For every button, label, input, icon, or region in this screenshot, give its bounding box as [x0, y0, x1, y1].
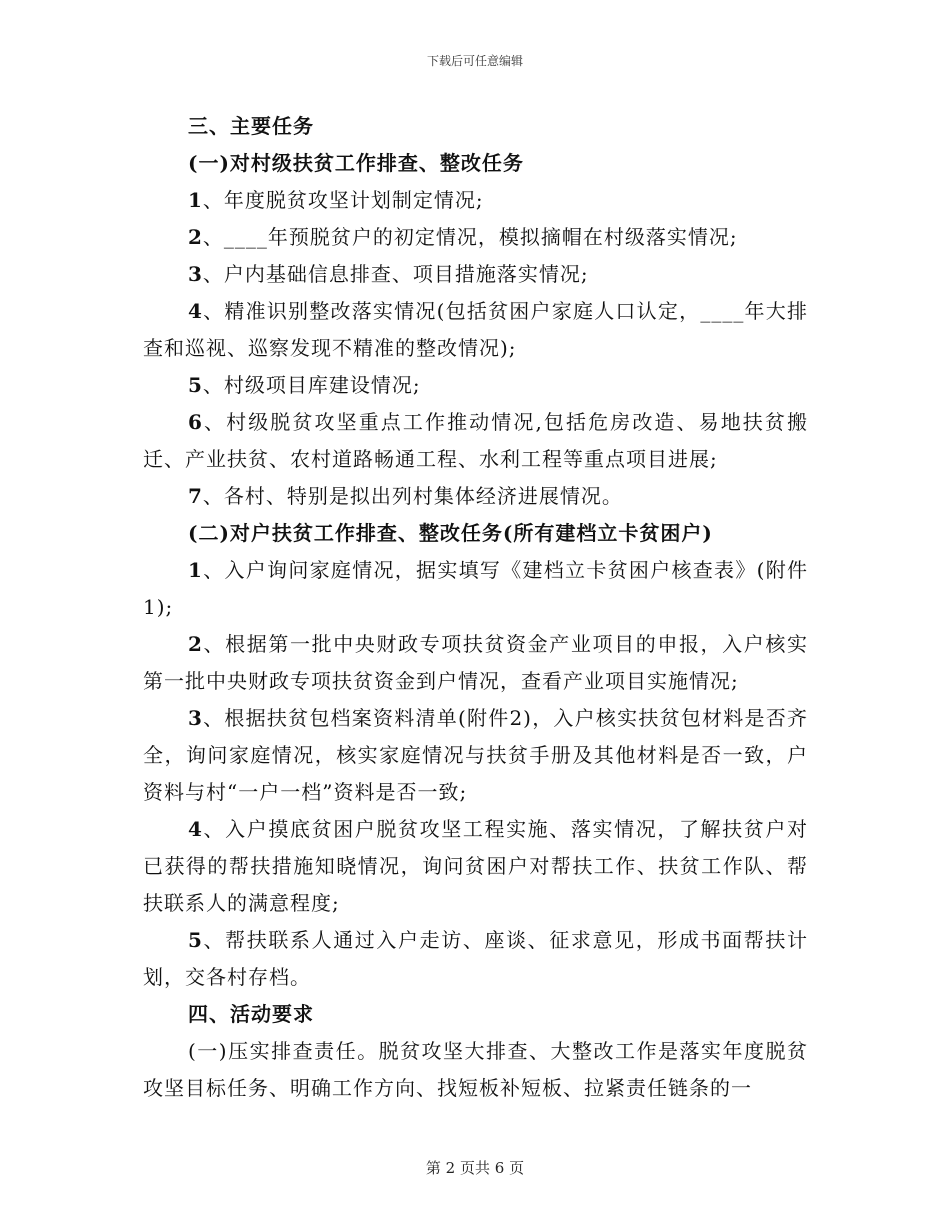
- section-heading: [143, 108, 808, 145]
- paragraph-text: (一)对村级扶贫工作排查、整改任务: [188, 151, 524, 175]
- page-footer: 第 2 页共 6 页: [425, 1159, 525, 1177]
- section-heading: [143, 145, 808, 182]
- paragraph: [143, 256, 808, 293]
- item-number: 4: [188, 817, 203, 841]
- item-number: 2: [188, 632, 203, 656]
- paragraph: [143, 811, 808, 922]
- item-number: 5: [188, 928, 203, 952]
- paragraph: [143, 182, 808, 219]
- paragraph: [143, 700, 808, 811]
- paragraph-text: 、根据扶贫包档案资料清单(附件2)，入户核实扶贫包材料是否齐全，询问家庭情况，核实家庭情况与扶贫手册及其他材料是否一致，户资料与村“一户一档”资料是否一致;: [143, 706, 808, 804]
- item-number: 7: [188, 484, 203, 508]
- paragraph: [143, 478, 808, 515]
- page-header: 下载后可任意编辑: [426, 54, 523, 68]
- paragraph-text: (一)压实排查责任。脱贫攻坚大排查、大整改工作是落实年度脱贫攻坚目标任务、明确工作方向、找短板补短板、拉紧责任链条的一: [143, 1039, 808, 1100]
- section-heading: [143, 515, 808, 552]
- item-number: 6: [188, 410, 203, 434]
- paragraph: [143, 922, 808, 996]
- item-number: 5: [188, 373, 203, 397]
- item-number: 2: [188, 225, 203, 249]
- section-heading: [143, 996, 808, 1033]
- paragraph-text: 、帮扶联系人通过入户走访、座谈、征求意见，形成书面帮扶计划，交各村存档。: [143, 928, 808, 989]
- paragraph: [143, 404, 808, 478]
- item-number: 4: [188, 299, 203, 323]
- item-number: 1: [188, 188, 203, 212]
- item-number: 3: [188, 262, 203, 286]
- paragraph-text: 、户内基础信息排查、项目措施落实情况;: [202, 262, 589, 286]
- paragraph: [143, 1033, 808, 1107]
- item-number: 1: [188, 558, 203, 582]
- document-body: [143, 108, 808, 1107]
- paragraph-text: 、精准识别整改落实情况(包括贫困户家庭人口认定，____年大排查和巡视、巡察发现不精准的整改情况);: [143, 299, 808, 360]
- paragraph-text: 三、主要任务: [188, 114, 314, 138]
- paragraph-text: 、入户摸底贫困户脱贫攻坚工程实施、落实情况，了解扶贫户对已获得的帮扶措施知晓情况，询问贫困户对帮扶工作、扶贫工作队、帮扶联系人的满意程度;: [143, 817, 808, 915]
- paragraph-text: 、____年预脱贫户的初定情况，模拟摘帽在村级落实情况;: [202, 225, 738, 249]
- paragraph: [143, 552, 808, 626]
- item-number: 3: [188, 706, 203, 730]
- paragraph-text: (二)对户扶贫工作排查、整改任务(所有建档立卡贫困户): [188, 521, 713, 545]
- paragraph-text: 、入户询问家庭情况，据实填写《建档立卡贫困户核查表》(附件1);: [143, 558, 808, 619]
- paragraph-text: 、根据第一批中央财政专项扶贫资金产业项目的申报，入户核实第一批中央财政专项扶贫资金到户情况，查看产业项目实施情况;: [143, 632, 808, 693]
- paragraph: [143, 219, 808, 256]
- paragraph-text: 、各村、特别是拟出列村集体经济进展情况。: [202, 484, 623, 508]
- paragraph-text: 、村级项目库建设情况;: [202, 373, 421, 397]
- paragraph: [143, 626, 808, 700]
- paragraph-text: 、年度脱贫攻坚计划制定情况;: [202, 188, 484, 212]
- paragraph-text: 、村级脱贫攻坚重点工作推动情况,包括危房改造、易地扶贫搬迁、产业扶贫、农村道路畅通工程、水利工程等重点项目进展;: [143, 410, 808, 471]
- paragraph-text: 四、活动要求: [188, 1002, 314, 1026]
- paragraph: [143, 367, 808, 404]
- paragraph: [143, 293, 808, 367]
